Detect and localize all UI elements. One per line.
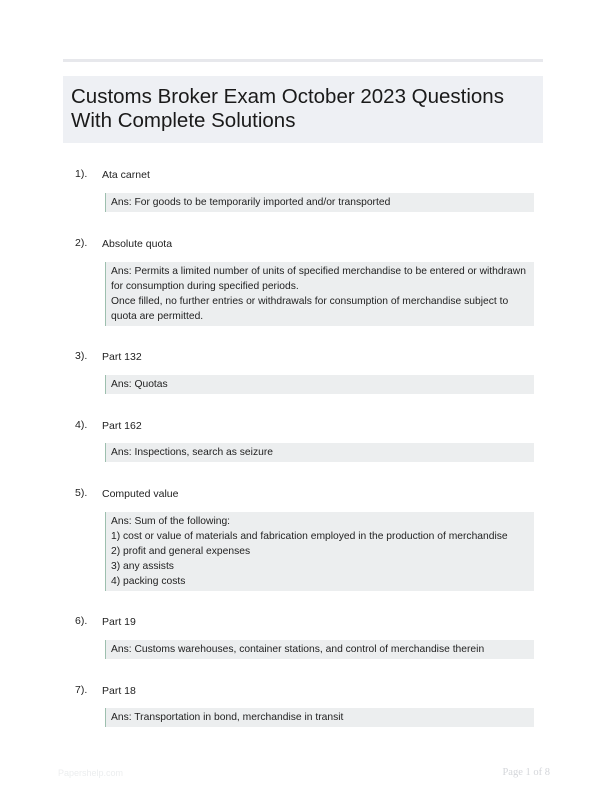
answer-line: 4) packing costs <box>111 576 186 587</box>
answer-box <box>105 512 534 591</box>
question-number: 6). <box>75 615 88 627</box>
watermark-text: Papershelp.com <box>58 768 124 778</box>
question-text: Part 132 <box>102 351 142 363</box>
question-text: Computed value <box>102 488 179 500</box>
question-text: Part 18 <box>102 685 136 697</box>
answer-box <box>105 640 534 659</box>
question-text: Part 19 <box>102 616 136 628</box>
question-text: Part 162 <box>102 420 142 432</box>
page-number: Page 1 of 8 <box>502 767 550 778</box>
question-number: 7). <box>75 684 88 696</box>
answer-box <box>105 262 534 326</box>
question-number: 2). <box>75 237 88 249</box>
answer-box <box>105 375 534 394</box>
answer-line: 1) cost or value of materials and fabrication employed in the production of merchandise <box>111 531 508 542</box>
answer-line: 3) any assists <box>111 561 174 572</box>
answer-line: Ans: Quotas <box>111 379 168 390</box>
question-text: Ata carnet <box>102 169 150 181</box>
answer-line: Ans: For goods to be temporarily imported and/or transported <box>111 197 391 208</box>
question-number: 1). <box>75 168 88 180</box>
answer-box <box>105 708 534 727</box>
answer-line: Ans: Inspections, search as seizure <box>111 447 273 458</box>
answer-line: Ans: Customs warehouses, container stations, and control of merchandise therein <box>111 644 485 655</box>
answer-box <box>105 193 534 212</box>
question-number: 4). <box>75 419 88 431</box>
answer-line: 2) profit and general expenses <box>111 546 251 557</box>
question-number: 3). <box>75 350 88 362</box>
question-text: Absolute quota <box>102 238 173 250</box>
answer-line: Ans: Transportation in bond, merchandise in transit <box>111 712 344 723</box>
page-title: Customs Broker Exam October 2023 Questions With Complete Solutions <box>71 85 504 132</box>
answer-line: Ans: Permits a limited number of units of specified merchandise to be entered or withdrawn for consumption during specified periods. <box>111 266 526 292</box>
question-number: 5). <box>75 487 88 499</box>
answer-box <box>105 443 534 462</box>
answer-line: Once filled, no further entries or withdrawals for consumption of merchandise subject to quota are permitted. <box>111 296 509 322</box>
answer-line: Ans: Sum of the following: <box>111 516 231 527</box>
